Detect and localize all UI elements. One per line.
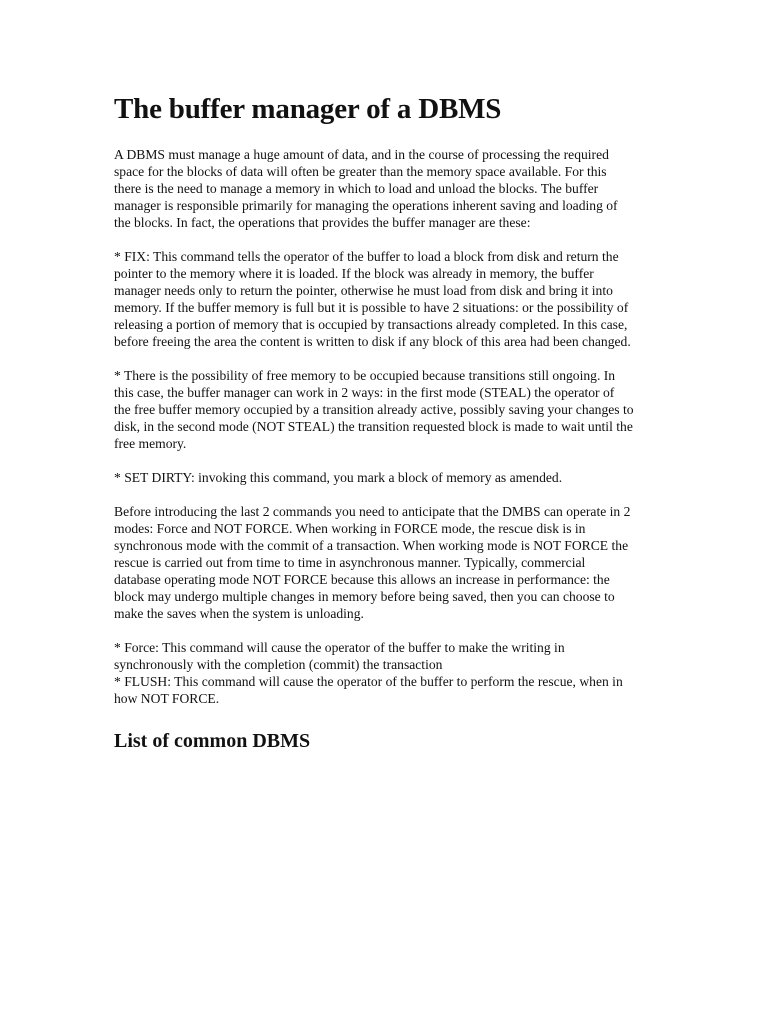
document-page: [114, 92, 634, 753]
paragraph-intro: A DBMS must manage a huge amount of data, and in the course of processing the required space for the blocks of data will often be greater than the memory space available. For this there is the need to manage a memory in which to load and unload the blocks. The buffer manager is responsible primarily for managing the operations inherent saving and loading of the blocks. In fact, the operations that provides the buffer manager are these:: [114, 147, 618, 230]
paragraph-force-command: * Force: This command will cause the operator of the buffer to make the writing in synchronously with the completion (commit) the transaction: [114, 640, 565, 672]
paragraph-flush-command: * FLUSH: This command will cause the operator of the buffer to perform the rescue, when in how NOT FORCE.: [114, 674, 623, 706]
section-heading: List of common DBMS: [114, 730, 311, 752]
paragraph-set-dirty: * SET DIRTY: invoking this command, you mark a block of memory as amended.: [114, 470, 563, 485]
paragraph-force-modes: Before introducing the last 2 commands you need to anticipate that the DMBS can operate in 2 modes: Force and NOT FORCE. When working in FORCE mode, the rescue disk is in synchronous mode with the commit of a transaction. When working mode is NOT FORCE the rescue is carried out from time to time in asynchronous manner. Typically, commercial database operating mode NOT FORCE because this allows an increase in performance: the block may undergo multiple changes in memory before being saved, then you can choose to make the saves when the system is unloading.: [114, 504, 631, 621]
paragraph-fix: * FIX: This command tells the operator of the buffer to load a block from disk and return the pointer to the memory where it is loaded. If the block was already in memory, the buffer manager needs only to return the pointer, otherwise he must load from disk and bring it into memory. If the buffer memory is full but it is possible to have 2 situations: or the possibility of releasing a portion of memory that is occupied by transactions already completed. In this case, before freeing the area the content is written to disk if any block of this area had been changed.: [114, 249, 631, 349]
page-title: The buffer manager of a DBMS: [114, 93, 502, 125]
paragraph-steal: * There is the possibility of free memory to be occupied because transitions still ongoing. In this case, the buffer manager can work in 2 ways: in the first mode (STEAL) the operator of the free buffer memory occupied by a transition already active, possibly saving your changes to disk, in the second mode (NOT STEAL) the transition requested block is made to wait until the free memory.: [114, 368, 634, 451]
